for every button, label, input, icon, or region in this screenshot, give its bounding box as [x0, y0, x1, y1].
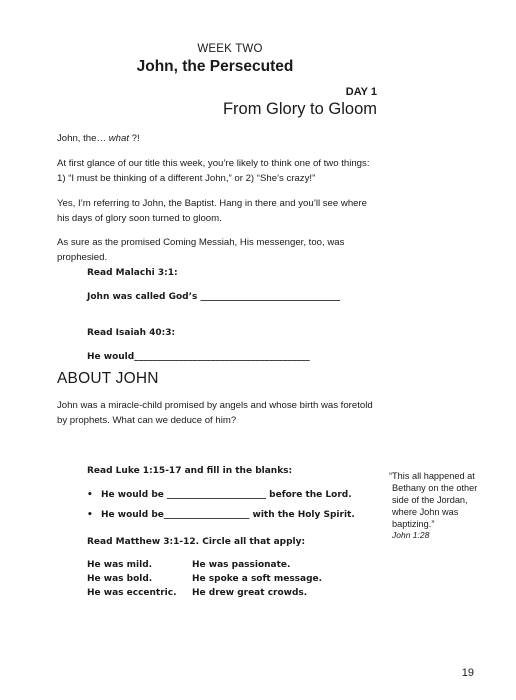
day-label: DAY 1: [345, 86, 377, 98]
bullet-text: He would be ______________________ before the Lord.: [101, 490, 352, 500]
bullet-icon: •: [87, 490, 93, 500]
about-paragraph: [57, 399, 437, 428]
read-matthew-prompt: Read Matthew 3:1-12. Circle all that apply:: [87, 537, 306, 547]
intro-line-prefix: John, the…: [57, 133, 109, 144]
paragraph-line: Yes, I’m referring to John, the Baptist. Hang in there and you’ll see where: [57, 198, 368, 209]
bullet-icon: •: [87, 510, 93, 520]
paragraph-line: by prophets. What can we deduce of him?: [57, 414, 237, 426]
intro-line: [57, 132, 417, 147]
quote-line: “This all happened at: [389, 471, 475, 481]
intro-paragraph-3: [57, 197, 417, 226]
quote-line: baptizing.”: [392, 519, 435, 529]
john-called-blank[interactable]: John was called God’s _______________________________: [87, 292, 341, 302]
quote-line: where John was: [392, 507, 459, 517]
intro-line-italic: what: [108, 133, 129, 144]
bullet-text: He would be___________________ with the Holy Spirit.: [101, 510, 355, 520]
about-john-heading: ABOUT JOHN: [57, 370, 159, 387]
intro-line-suffix: ?!: [129, 133, 140, 144]
option-left[interactable]: He was eccentric.: [87, 588, 177, 598]
option-left[interactable]: He was bold.: [87, 574, 153, 584]
page-number: 19: [461, 667, 474, 679]
sidebar-quote: [389, 470, 499, 530]
option-left[interactable]: He was mild.: [87, 560, 153, 570]
paragraph-line: John was a miracle-child promised by angels and whose birth was foretold: [57, 400, 373, 411]
quote-line: side of the Jordan,: [392, 495, 468, 505]
page-title: John, the Persecuted: [136, 58, 294, 75]
intro-paragraph-2: [57, 157, 417, 186]
option-right[interactable]: He spoke a soft message.: [192, 574, 323, 584]
quote-reference: John 1:28: [392, 530, 430, 540]
paragraph-line: prophesied.: [57, 251, 108, 263]
read-malachi-prompt: Read Malachi 3:1:: [87, 268, 178, 278]
fill-blank-bullet[interactable]: [87, 510, 355, 520]
he-would-blank[interactable]: He would_______________________________________: [87, 352, 310, 362]
paragraph-line: 1) “I must be thinking of a different John,” or 2) “She’s crazy!”: [57, 172, 316, 184]
read-isaiah-prompt: Read Isaiah 40:3:: [87, 328, 176, 338]
intro-paragraph-4: [57, 236, 417, 265]
fill-blank-bullet[interactable]: [87, 490, 352, 500]
paragraph-line: his days of glory soon turned to gloom.: [57, 212, 222, 224]
option-right[interactable]: He drew great crowds.: [192, 588, 308, 598]
quote-line: Bethany on the other: [392, 483, 478, 493]
read-luke-prompt: Read Luke 1:15-17 and fill in the blanks:: [87, 466, 293, 476]
day-subtitle: From Glory to Gloom: [222, 100, 377, 118]
paragraph-line: As sure as the promised Coming Messiah, His messenger, too, was: [57, 237, 345, 248]
option-right[interactable]: He was passionate.: [192, 560, 291, 570]
paragraph-line: At first glance of our title this week, you’re likely to think one of two things:: [57, 158, 370, 169]
week-label: WEEK TWO: [197, 43, 263, 55]
